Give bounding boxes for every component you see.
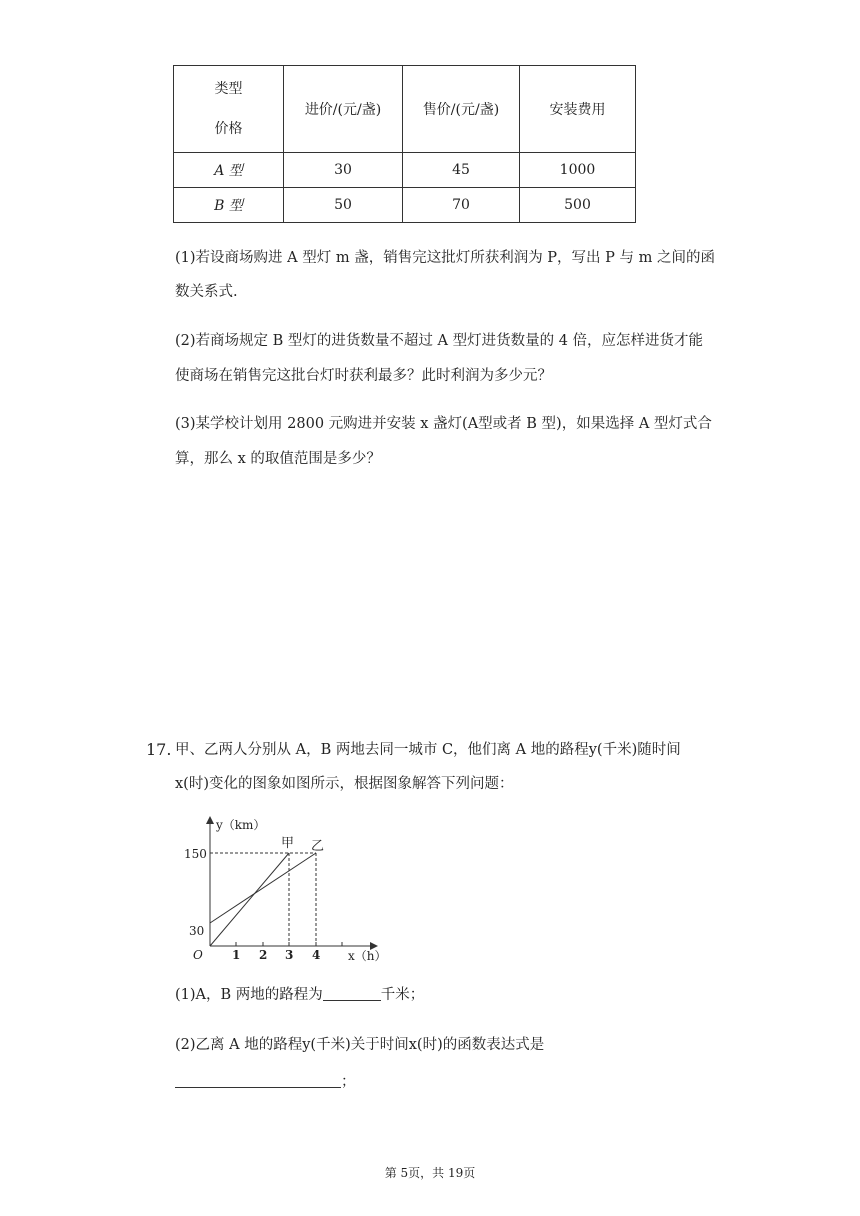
x-axis-label: x（h） [348,949,387,963]
y-tick-label: 150 [184,847,207,861]
row-label [174,188,284,223]
q16-part1-line2: 数关系式. [175,284,238,300]
page-footer: 第 5页，共 19页 [384,1166,476,1180]
distance-time-graph [180,810,387,970]
table-cell: 50 [284,188,403,223]
q16-part2-line2: 使商场在销售完这批台灯时获利最多？此时利润为多少元？ [175,368,552,384]
header-cell: 售价/(元/盏) [403,66,520,153]
x-tick-label: 3 [285,948,294,962]
corner-label-price: 价格 [214,121,243,137]
table-header-row [174,66,636,153]
q17-part2-line2 [175,1072,356,1092]
q17-number: 17. [146,740,172,759]
header-cell: 进价/(元/盏) [284,66,403,153]
origin-label: O [193,948,203,962]
q17-line2: x(时)变化的图象如图所示，根据图象解答下列问题： [175,776,514,792]
y-axis-label: y（km） [216,818,266,832]
row-label [174,153,284,188]
line-yi [210,853,316,923]
q17-part1 [175,985,424,1005]
table-row [174,188,636,223]
q17-part2-line1: (2)乙离 A 地的路程y(千米)关于时间x(时)的函数表达式是 [175,1037,545,1053]
y-axis-arrow [206,816,214,824]
table-cell: 1000 [520,153,636,188]
q17-part1-unit: 千米； [380,987,425,1003]
q17-part2-end: ； [341,1074,356,1090]
table-row [174,153,636,188]
q16-part3-line2: 算，那么 x 的取值范围是多少？ [175,451,381,467]
header-cell: 安装费用 [520,66,636,153]
q16-part2-line1: (2)若商场规定 B 型灯的进货数量不超过 A 型灯进货数量的 4 倍，应怎样进货才能 [175,333,704,349]
answer-blank[interactable] [323,986,381,1001]
y-tick-label: 30 [189,924,205,938]
q16-part1-line1: (1)若设商场购进 A 型灯 m 盏，销售完这批灯所获利润为 P，写出 P 与 m 之间的函 [175,250,716,266]
table-cell: 70 [403,188,520,223]
label-yi: 乙 [311,839,325,854]
x-tick-label: 4 [312,948,321,962]
price-table [173,65,636,223]
line-jia [210,853,289,946]
x-tick-label: 1 [232,948,241,962]
table-cell: 500 [520,188,636,223]
label-jia: 甲 [281,836,295,851]
table-cell: 30 [284,153,403,188]
row-label-text: B 型 [214,198,243,214]
corner-label-type: 类型 [214,81,243,97]
answer-blank[interactable] [175,1073,341,1088]
q16-part3-line1: (3)某学校计划用 2800 元购进并安装 x 盏灯(A型或者 B 型)，如果选择 A 型灯式合 [175,416,712,432]
table-cell: 45 [403,153,520,188]
q17-part1-text: (1)A，B 两地的路程为 [175,987,323,1003]
row-label-text: A 型 [214,163,243,179]
q17-line1: 甲、乙两人分别从 A，B 两地去同一城市 C，他们离 A 地的路程y(千米)随时间 [175,742,681,758]
table-corner-cell [174,66,284,153]
x-tick-label: 2 [259,948,268,962]
